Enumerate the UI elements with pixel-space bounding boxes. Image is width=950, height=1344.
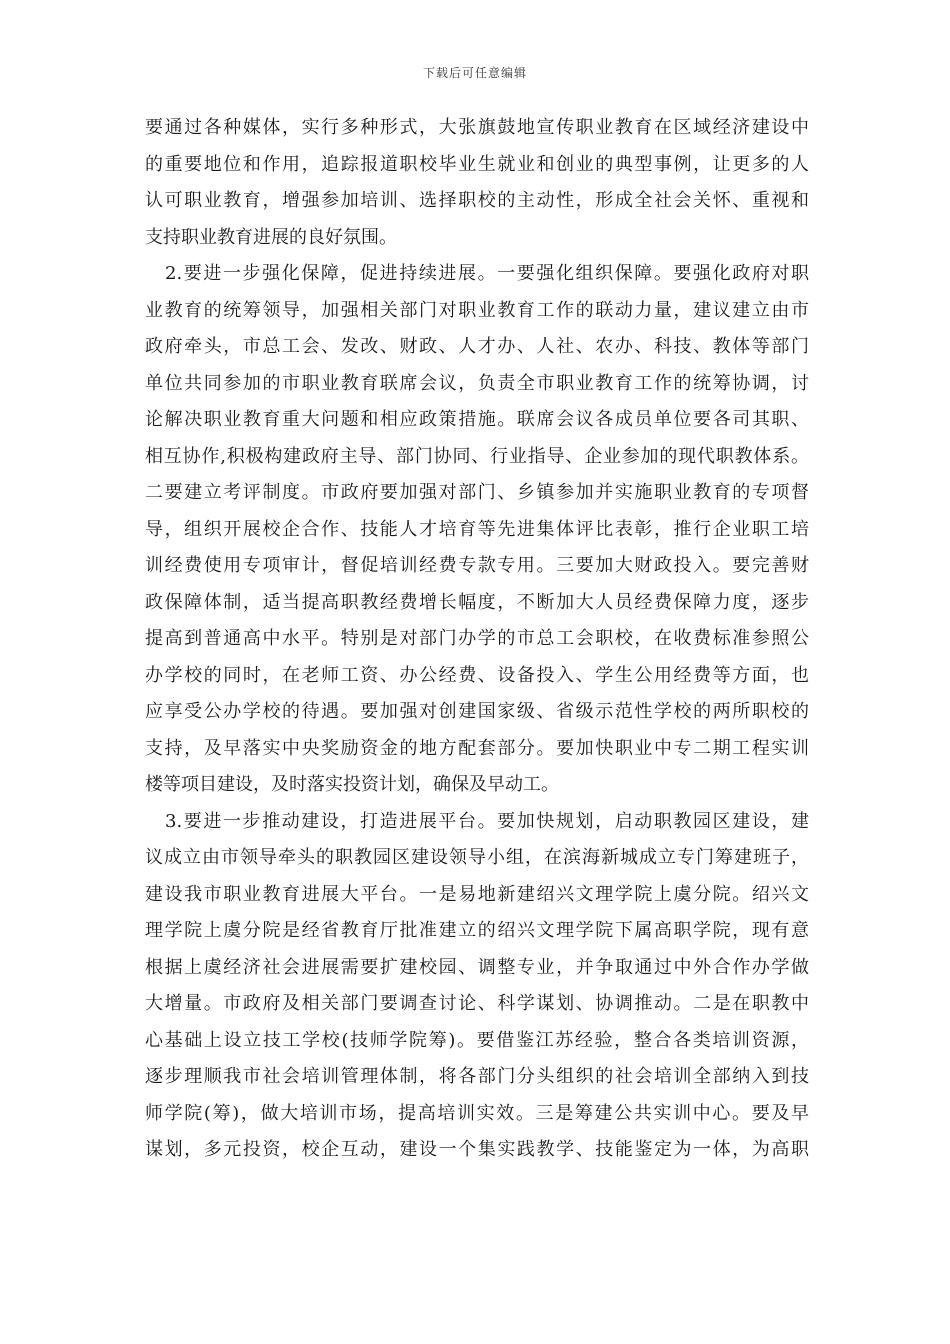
- text-line: 相互协作,积极构建政府主导、部门协同、行业指导、企业参加的现代职教体系。: [145, 445, 809, 467]
- text-line: 支持，及早落实中央奖励资金的地方配套部分。要加快职业中专二期工程实训: [145, 737, 809, 759]
- text-line: 办学校的同时，在老师工资、办公经费、设备投入、学生公用经费等方面，也: [145, 664, 809, 686]
- text-line: 提高到普通高中水平。特别是对部门办学的市总工会职校，在收费标准参照公: [145, 628, 809, 649]
- text-line: 支持职业教育进展的良好氛围。: [145, 226, 397, 248]
- text-line: 政府牵头，市总工会、发改、财政、人才办、人社、农办、科技、教体等部门: [145, 336, 809, 357]
- text-line: 楼等项目建设，及时落实投资计划，确保及早动工。: [145, 774, 559, 795]
- text-line: 逐步理顺我市社会培训管理体制，将各部门分头组织的社会培训全部纳入到技: [145, 1066, 809, 1087]
- text-line: 3.要进一步推动建设，打造进展平台。要加快规划，启动职教园区建设，建: [165, 810, 809, 832]
- text-line: 建设我市职业教育进展大平台。一是易地新建绍兴文理学院上虞分院。绍兴文: [145, 883, 809, 905]
- text-line: 根据上虞经济社会进展需要扩建校园、调整专业，并争取通过中外合作办学做: [145, 956, 809, 978]
- text-line: 大增量。市政府及相关部门要调查讨论、科学谋划、协调推动。二是在职教中: [145, 993, 809, 1014]
- document-body: [145, 110, 809, 1169]
- text-line: 政保障体制，适当提高职教经费增长幅度，不断加大人员经费保障力度，逐步: [145, 591, 809, 613]
- text-line: 单位共同参加的市职业教育联席会议，负责全市职业教育工作的统筹协调，讨: [145, 372, 809, 394]
- text-line: 的重要地位和作用，追踪报道职校毕业生就业和创业的典型事例，让更多的人: [145, 153, 809, 175]
- text-line: 论解决职业教育重大问题和相应政策措施。联席会议各成员单位要各司其职、: [145, 409, 809, 430]
- text-line: 师学院(筹)，做大培训市场，提高培训实效。三是筹建公共实训中心。要及早: [145, 1102, 809, 1124]
- text-line: 议成立由市领导牵头的职教园区建设领导小组，在滨海新城成立专门筹建班子，: [145, 847, 809, 868]
- text-line: 认可职业教育，增强参加培训、选择职校的主动性，形成全社会关怀、重视和: [145, 190, 809, 211]
- text-line: 二要建立考评制度。市政府要加强对部门、乡镇参加并实施职业教育的专项督: [145, 482, 809, 503]
- text-line: 要通过各种媒体，实行多种形式，大张旗鼓地宣传职业教育在区域经济建设中: [145, 117, 809, 138]
- text-line: 训经费使用专项审计，督促培训经费专款专用。三要加大财政投入。要完善财: [145, 555, 809, 576]
- text-line: 应享受公办学校的待遇。要加强对创建国家级、省级示范性学校的两所职校的: [145, 701, 809, 722]
- text-line: 2.要进一步强化保障，促进持续进展。一要强化组织保障。要强化政府对职: [165, 263, 809, 284]
- page-header: 下载后可任意编辑: [422, 66, 527, 80]
- text-line: 理学院上虞分院是经省教育厅批准建立的绍兴文理学院下属高职学院，现有意: [145, 920, 809, 941]
- text-line: 导，组织开展校企合作、技能人才培育等先进集体评比表彰，推行企业职工培: [145, 518, 809, 540]
- text-line: 业教育的统筹领导，加强相关部门对职业教育工作的联动力量，建议建立由市: [145, 299, 809, 321]
- text-line: 心基础上设立技工学校(技师学院筹)。要借鉴江苏经验，整合各类培训资源，: [145, 1029, 809, 1051]
- text-line: 谋划，多元投资，校企互动，建设一个集实践教学、技能鉴定为一体，为高职: [145, 1139, 809, 1160]
